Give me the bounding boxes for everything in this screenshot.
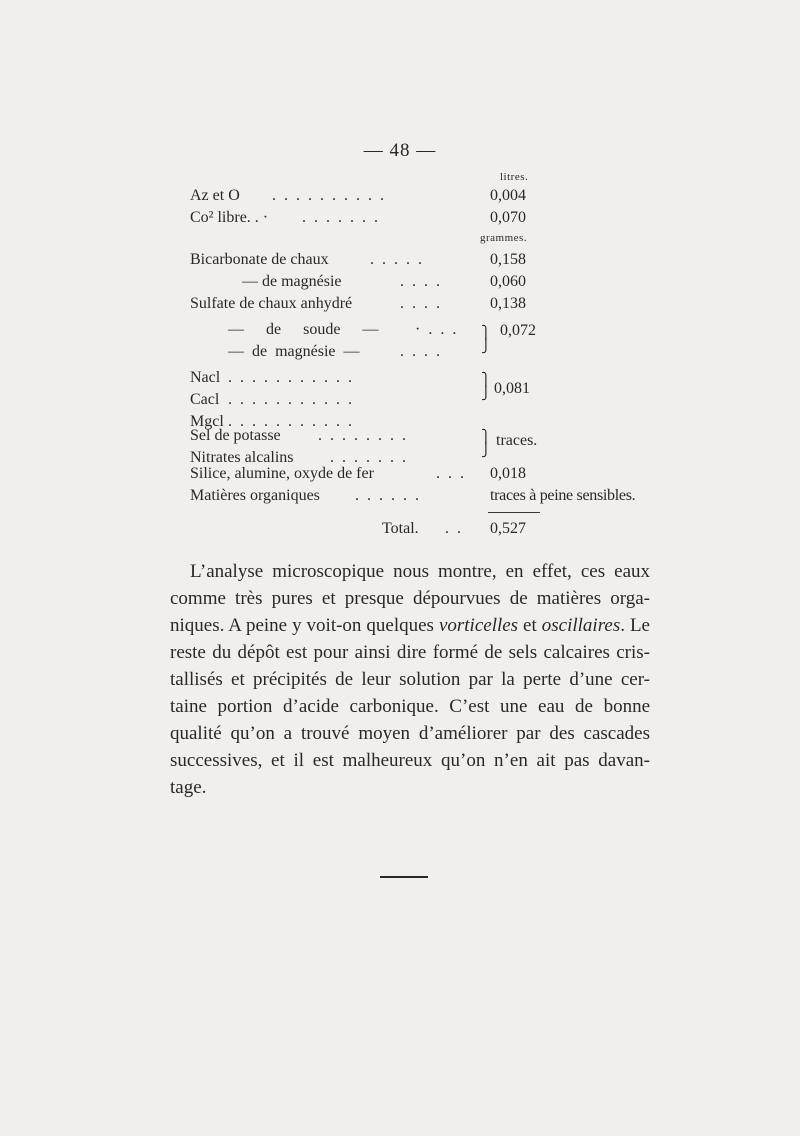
body-paragraph xyxy=(170,558,650,801)
row-label: Nitrates alcalins xyxy=(190,449,294,466)
row-dots: . . . . . . . xyxy=(330,449,408,466)
row-label: Bicarbonate de chaux xyxy=(190,251,329,268)
total-row xyxy=(190,518,670,540)
row-dots: . . . . . . xyxy=(355,487,421,504)
row-label: Co² libre. . · xyxy=(190,209,269,226)
row-dots: . . . . xyxy=(400,343,442,360)
row-dots: . . . xyxy=(436,465,466,482)
row-value: 0,138 xyxy=(490,295,526,312)
unit-grammes: grammes. xyxy=(480,232,528,244)
table-row xyxy=(190,463,670,485)
row-label: Sel de potasse xyxy=(190,427,281,444)
unit-litres: litres. xyxy=(500,171,529,183)
row-label: Sulfate de chaux anhydré xyxy=(190,295,353,312)
row-label: Az et O xyxy=(190,187,240,204)
group-value-traces: traces. xyxy=(496,432,538,449)
group-value-chlorures: 0,081 xyxy=(494,380,530,397)
row-value: 0,004 xyxy=(490,187,526,204)
row-label: — de soude — xyxy=(228,321,379,338)
paragraph-line: tallisés et précipités de leur solution par la perte d’une cer- xyxy=(170,669,650,690)
table-row xyxy=(190,341,670,363)
total-rule xyxy=(488,512,540,513)
row-dots: . . . . . . . . . . . xyxy=(228,369,354,386)
text-run: . Le xyxy=(620,615,650,636)
total-dots: . . xyxy=(445,520,463,537)
paragraph-line: comme très pures et presque dépourvues de matières orga- xyxy=(170,588,650,609)
row-dots: . . . . . . . . . . xyxy=(272,187,386,204)
row-value: traces à peine sensibles. xyxy=(490,487,636,504)
row-label: Nacl xyxy=(190,369,221,386)
table-row xyxy=(190,207,670,229)
table-row xyxy=(190,319,670,341)
paragraph-line: tage. xyxy=(170,777,207,798)
paragraph-line: successives, et il est malheureux qu’on n’en ait pas davan- xyxy=(170,750,650,771)
table-row xyxy=(190,293,670,315)
text-run: et xyxy=(518,615,542,636)
table-row xyxy=(190,485,670,507)
table-row xyxy=(190,425,670,447)
row-label: Matières organiques xyxy=(190,487,320,504)
page-number: — 48 — xyxy=(363,140,437,161)
table-row xyxy=(190,389,670,411)
row-dots: . . . . . . . . xyxy=(318,427,408,444)
row-dots: · . . . xyxy=(415,321,459,338)
row-value: 0,158 xyxy=(490,251,526,268)
brace: ⎫ ⎭ xyxy=(481,325,491,353)
row-label: Silice, alumine, oxyde de fer xyxy=(190,465,374,482)
total-value: 0,527 xyxy=(490,520,526,537)
table-row xyxy=(190,249,670,271)
italic-term: vorticelles xyxy=(438,615,519,636)
row-dots: . . . . . . . xyxy=(302,209,380,226)
italic-term: oscillaires xyxy=(541,615,621,636)
row-value: 0,070 xyxy=(490,209,526,226)
row-dots: . . . . . . . . . . . xyxy=(228,413,354,430)
row-dots: . . . . . xyxy=(370,251,424,268)
row-label: Mgcl xyxy=(190,413,224,430)
total-label: Total. xyxy=(382,520,419,537)
paragraph-line: taine portion d’acide carbonique. C’est une eau de bonne xyxy=(170,696,650,717)
row-dots: . . . . xyxy=(400,295,442,312)
paragraph-line: L’analyse microscopique nous montre, en effet, ces eaux xyxy=(190,561,650,582)
row-dots: . . . . xyxy=(400,273,442,290)
row-dots: . . . . . . . . . . . xyxy=(228,391,354,408)
row-label: — de magnésie — xyxy=(228,343,360,360)
text-run: niques. A peine y voit-on quelques xyxy=(170,615,439,636)
row-label: Cacl xyxy=(190,391,220,408)
row-value: 0,060 xyxy=(490,273,526,290)
table-row xyxy=(190,185,670,207)
row-label: — de magnésie xyxy=(242,273,342,290)
paragraph-line: qualité qu’on a trouvé moyen d’améliorer par des cascades xyxy=(170,723,650,744)
table-row xyxy=(190,367,670,389)
paragraph-line: reste du dépôt est pour ainsi dire formé de sels calcaires cris- xyxy=(170,642,650,663)
brace: ⎫ ⎭ xyxy=(481,372,491,400)
table-row xyxy=(190,271,670,293)
end-rule xyxy=(380,876,428,878)
group-value-soude-magnesie: 0,072 xyxy=(500,322,536,339)
paragraph-line xyxy=(170,612,650,639)
row-value: 0,018 xyxy=(490,465,526,482)
brace: ⎫ ⎭ xyxy=(481,429,491,457)
